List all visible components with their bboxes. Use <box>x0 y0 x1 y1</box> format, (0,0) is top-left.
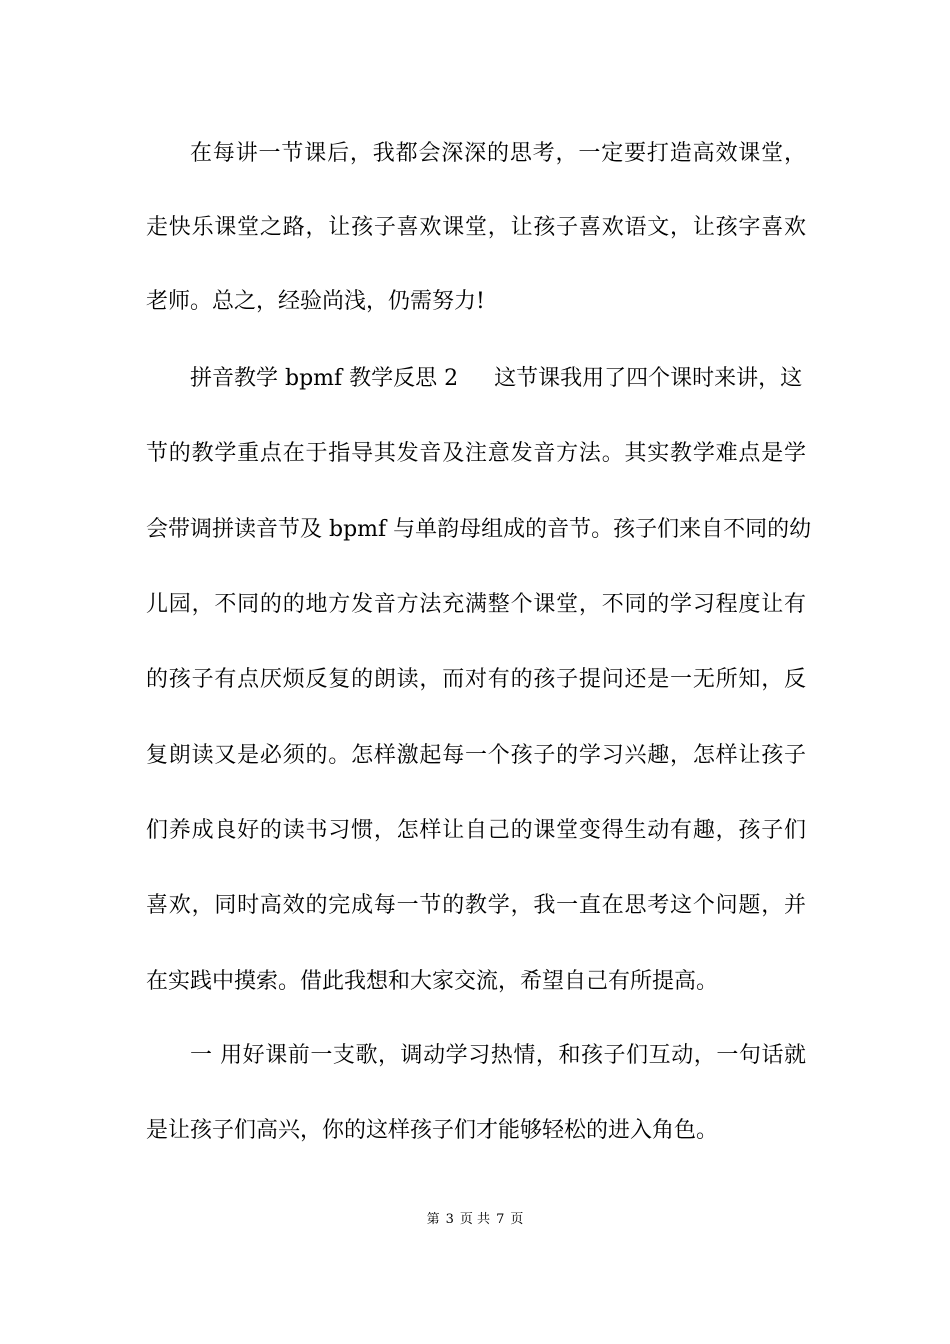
paragraph-line: 节的教学重点在于指导其发音及注意发音方法。其实教学难点是学 <box>146 441 806 466</box>
paragraph-line: 的孩子有点厌烦反复的朗读，而对有的孩子提问还是一无所知，反 <box>146 667 806 692</box>
paragraph-line: 复朗读又是必须的。怎样激起每一个孩子的学习兴趣，怎样让孩子 <box>146 743 806 768</box>
paragraph-text: 这节课我用了四个课时来讲，这 <box>494 366 803 391</box>
paragraph-line: 喜欢，同时高效的完成每一节的教学，我一直在思考这个问题，并 <box>146 893 806 918</box>
paragraph-line: 儿园，不同的的地方发音方法充满整个课堂，不同的学习程度让有 <box>146 592 806 617</box>
paragraph-line: 老师。总之，经验尚浅，仍需努力! <box>146 289 485 314</box>
page-footer <box>0 1211 950 1229</box>
article-title: 拼音教学 bpmf 教学反思 2 <box>190 366 459 391</box>
paragraph-line-heading <box>190 364 806 394</box>
footer-middle: 页 共 <box>459 1212 491 1227</box>
paragraph-line: 在每讲一节课后，我都会深深的思考，一定要打造高效课堂， <box>190 141 806 166</box>
paragraph-line: 会带调拼读音节及 bpmf 与单韵母组成的音节。孩子们来自不同的幼 <box>146 517 812 542</box>
paragraph-line: 在实践中摸索。借此我想和大家交流，希望自己有所提高。 <box>146 969 719 994</box>
paragraph-line: 走快乐课堂之路，让孩子喜欢课堂，让孩子喜欢语文，让孩字喜欢 <box>146 215 806 240</box>
footer-page-number: 3 <box>445 1212 454 1227</box>
paragraph-line: 是让孩子们高兴，你的这样孩子们才能够轻松的进入角色。 <box>146 1118 719 1143</box>
footer-suffix: 页 <box>510 1212 524 1227</box>
paragraph-line: 们养成良好的读书习惯，怎样让自己的课堂变得生动有趣，孩子们 <box>146 818 806 843</box>
footer-prefix: 第 <box>426 1212 440 1227</box>
footer-total-pages: 7 <box>496 1212 505 1227</box>
paragraph-line: 一 用好课前一支歌，调动学习热情，和孩子们互动，一句话就 <box>190 1043 806 1068</box>
